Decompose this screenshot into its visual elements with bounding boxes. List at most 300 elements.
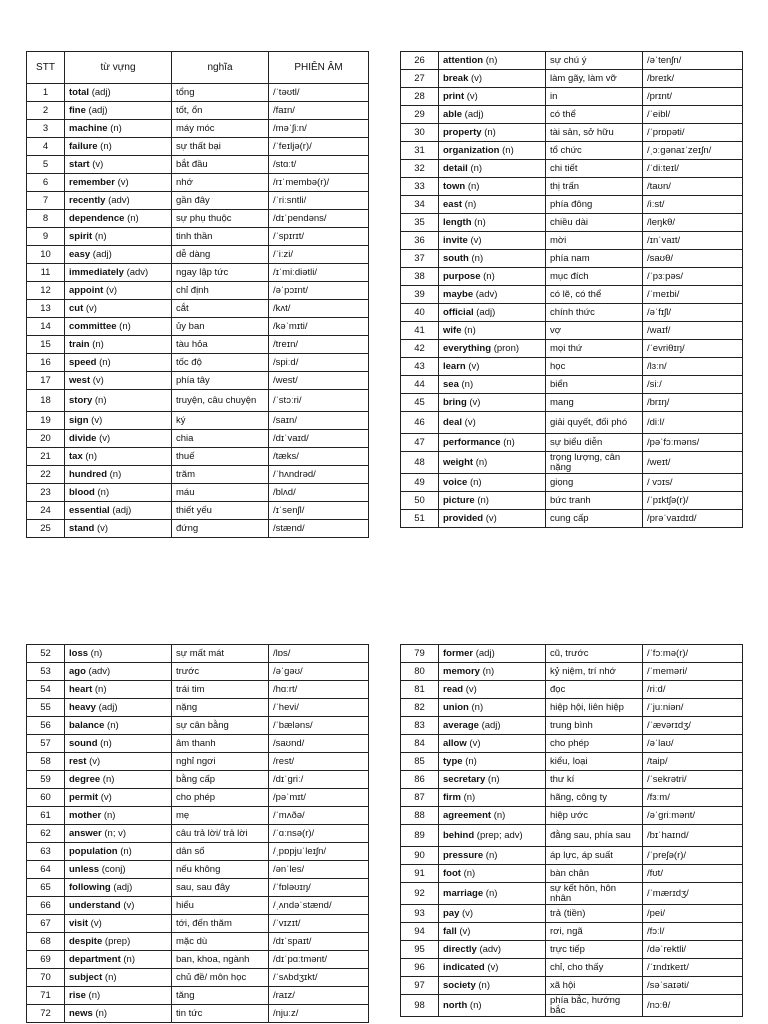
- table-row: [27, 915, 369, 933]
- vocab-table-1: [26, 51, 369, 538]
- meaning-cell: chi tiết: [546, 160, 643, 178]
- row-number: 22: [27, 466, 65, 484]
- row-number: 27: [401, 70, 439, 88]
- word-text: picture: [443, 494, 475, 506]
- ipa-cell: /siː/: [643, 376, 743, 394]
- table-row: [27, 663, 369, 681]
- word-text: allow: [443, 737, 467, 749]
- row-number: 72: [27, 1005, 65, 1023]
- word-text: news: [69, 1007, 93, 1019]
- row-number: 82: [401, 699, 439, 717]
- part-of-speech: (v): [91, 414, 103, 426]
- word-cell: [439, 232, 546, 250]
- table-row: [401, 771, 743, 789]
- row-number: 24: [27, 502, 65, 520]
- table-row: [401, 322, 743, 340]
- word-cell: [65, 228, 172, 246]
- ipa-cell: /bɪˈhaɪnd/: [643, 825, 743, 847]
- word-cell: [65, 84, 172, 102]
- part-of-speech: (v): [99, 432, 111, 444]
- part-of-speech: (adj): [464, 108, 484, 120]
- word-text: attention: [443, 54, 484, 66]
- table-row: [401, 995, 743, 1017]
- part-of-speech: (v): [100, 791, 112, 803]
- ipa-cell: /ˈmeɪbi/: [643, 286, 743, 304]
- ipa-cell: /əˈtenʃn/: [643, 52, 743, 70]
- meaning-cell: trái tim: [172, 681, 269, 699]
- meaning-cell: thư kí: [546, 771, 643, 789]
- word-text: stand: [69, 522, 95, 534]
- part-of-speech: (v): [464, 416, 476, 428]
- meaning-cell: cũ, trước: [546, 645, 643, 663]
- word-cell: [65, 969, 172, 987]
- part-of-speech: (adv): [479, 943, 502, 955]
- meaning-cell: cung cấp: [546, 510, 643, 528]
- table-row: [401, 753, 743, 771]
- table-row: [401, 941, 743, 959]
- meaning-cell: sự mất mát: [172, 645, 269, 663]
- part-of-speech: (adj): [113, 881, 133, 893]
- ipa-cell: /ˈbæləns/: [269, 717, 369, 735]
- header-meaning: nghĩa: [172, 52, 269, 84]
- table-row: [27, 843, 369, 861]
- meaning-cell: đứng: [172, 520, 269, 538]
- word-cell: [65, 663, 172, 681]
- word-text: rest: [69, 755, 87, 767]
- word-cell: [65, 336, 172, 354]
- row-number: 80: [401, 663, 439, 681]
- row-number: 67: [27, 915, 65, 933]
- ipa-cell: /prɪnt/: [643, 88, 743, 106]
- part-of-speech: (n): [464, 198, 477, 210]
- word-cell: [439, 452, 546, 474]
- meaning-cell: chính thức: [546, 304, 643, 322]
- part-of-speech: (adj): [92, 248, 112, 260]
- meaning-cell: tài sản, sở hữu: [546, 124, 643, 142]
- part-of-speech: (n): [95, 1007, 108, 1019]
- ipa-cell: /riːd/: [643, 681, 743, 699]
- part-of-speech: (n): [485, 54, 498, 66]
- word-cell: [439, 923, 546, 941]
- word-text: everything: [443, 342, 492, 354]
- word-text: pressure: [443, 849, 484, 861]
- row-number: 13: [27, 300, 65, 318]
- part-of-speech: (n): [464, 324, 476, 336]
- table-row: [27, 753, 369, 771]
- word-text: average: [443, 719, 479, 731]
- ipa-cell: /fʊt/: [643, 865, 743, 883]
- part-of-speech: (n): [461, 378, 474, 390]
- row-number: 61: [27, 807, 65, 825]
- row-number: 36: [401, 232, 439, 250]
- word-text: committee: [69, 320, 117, 332]
- word-cell: [439, 865, 546, 883]
- word-text: unless: [69, 863, 100, 875]
- word-cell: [439, 214, 546, 232]
- ipa-cell: /fɜːm/: [643, 789, 743, 807]
- meaning-cell: chia: [172, 430, 269, 448]
- row-number: 71: [27, 987, 65, 1005]
- ipa-cell: /ˈɑːnsə(r)/: [269, 825, 369, 843]
- word-text: fall: [443, 925, 457, 937]
- meaning-cell: mục đích: [546, 268, 643, 286]
- ipa-cell: /saʊθ/: [643, 250, 743, 268]
- table-row: [401, 286, 743, 304]
- ipa-cell: /ɪˈsenʃl/: [269, 502, 369, 520]
- word-cell: [65, 987, 172, 1005]
- row-number: 65: [27, 879, 65, 897]
- row-number: 5: [27, 156, 65, 174]
- row-number: 95: [401, 941, 439, 959]
- word-cell: [439, 753, 546, 771]
- table-row: [27, 987, 369, 1005]
- table-row: [27, 84, 369, 102]
- word-cell: [439, 789, 546, 807]
- word-text: south: [443, 252, 469, 264]
- word-cell: [65, 466, 172, 484]
- row-number: 30: [401, 124, 439, 142]
- meaning-cell: thiết yếu: [172, 502, 269, 520]
- word-cell: [65, 448, 172, 466]
- table-row: [401, 923, 743, 941]
- word-cell: [439, 959, 546, 977]
- word-cell: [65, 156, 172, 174]
- meaning-cell: ký: [172, 412, 269, 430]
- meaning-cell: máu: [172, 484, 269, 502]
- table-row: [401, 865, 743, 883]
- table-header-row: [27, 52, 369, 84]
- ipa-cell: /ˈɪndɪkeɪt/: [643, 959, 743, 977]
- word-cell: [65, 174, 172, 192]
- part-of-speech: (n): [99, 356, 111, 368]
- ipa-cell: /breɪk/: [643, 70, 743, 88]
- part-of-speech: (adv): [88, 665, 111, 677]
- row-number: 48: [401, 452, 439, 474]
- word-cell: [439, 492, 546, 510]
- part-of-speech: (pron): [493, 342, 520, 354]
- word-cell: [65, 879, 172, 897]
- meaning-cell: sau, sau đây: [172, 879, 269, 897]
- table-row: [27, 502, 369, 520]
- word-cell: [65, 520, 172, 538]
- word-cell: [439, 681, 546, 699]
- row-number: 88: [401, 807, 439, 825]
- word-cell: [439, 322, 546, 340]
- part-of-speech: (adj): [475, 647, 495, 659]
- meaning-cell: bức tranh: [546, 492, 643, 510]
- meaning-cell: phía đông: [546, 196, 643, 214]
- table-row: [27, 372, 369, 390]
- ipa-cell: /ˌʌndəˈstænd/: [269, 897, 369, 915]
- meaning-cell: mang: [546, 394, 643, 412]
- ipa-cell: /stɑːt/: [269, 156, 369, 174]
- part-of-speech: (n): [127, 212, 139, 224]
- row-number: 70: [27, 969, 65, 987]
- table-row: [27, 210, 369, 228]
- word-text: story: [69, 394, 93, 406]
- ipa-cell: /ˈsekrətri/: [643, 771, 743, 789]
- part-of-speech: (v): [92, 374, 104, 386]
- word-text: bring: [443, 396, 467, 408]
- ipa-cell: /ˈvɪzɪt/: [269, 915, 369, 933]
- word-cell: [65, 354, 172, 372]
- word-cell: [65, 264, 172, 282]
- row-number: 26: [401, 52, 439, 70]
- row-number: 15: [27, 336, 65, 354]
- meaning-cell: trả (tiền): [546, 905, 643, 923]
- table-row: [27, 102, 369, 120]
- word-cell: [439, 434, 546, 452]
- meaning-cell: truyện, câu chuyện: [172, 390, 269, 412]
- part-of-speech: (n): [485, 887, 498, 899]
- ipa-cell: /diːl/: [643, 412, 743, 434]
- row-number: 38: [401, 268, 439, 286]
- meaning-cell: tốt, ổn: [172, 102, 269, 120]
- word-text: hundred: [69, 468, 107, 480]
- word-text: firm: [443, 791, 461, 803]
- row-number: 16: [27, 354, 65, 372]
- meaning-cell: ngay lập tức: [172, 264, 269, 282]
- word-text: invite: [443, 234, 468, 246]
- meaning-cell: thuế: [172, 448, 269, 466]
- row-number: 58: [27, 753, 65, 771]
- meaning-cell: dễ dàng: [172, 246, 269, 264]
- table-row: [401, 825, 743, 847]
- table-row: [27, 645, 369, 663]
- word-text: north: [443, 999, 468, 1011]
- ipa-cell: /ˈhevi/: [269, 699, 369, 717]
- word-cell: [439, 663, 546, 681]
- part-of-speech: (prep; adv): [476, 829, 523, 841]
- row-number: 81: [401, 681, 439, 699]
- row-number: 31: [401, 142, 439, 160]
- word-text: subject: [69, 971, 103, 983]
- word-cell: [439, 286, 546, 304]
- word-cell: [439, 70, 546, 88]
- ipa-cell: /spiːd/: [269, 354, 369, 372]
- meaning-cell: giọng: [546, 474, 643, 492]
- table-row: [401, 142, 743, 160]
- meaning-cell: câu trả lời/ trả lời: [172, 825, 269, 843]
- meaning-cell: tăng: [172, 987, 269, 1005]
- word-text: length: [443, 216, 472, 228]
- word-cell: [65, 771, 172, 789]
- part-of-speech: (n): [485, 849, 498, 861]
- word-cell: [439, 88, 546, 106]
- part-of-speech: (prep): [104, 935, 131, 947]
- row-number: 83: [401, 717, 439, 735]
- meaning-cell: ban, khoa, ngành: [172, 951, 269, 969]
- part-of-speech: (n): [104, 971, 117, 983]
- meaning-cell: tổng: [172, 84, 269, 102]
- part-of-speech: (v): [96, 522, 109, 534]
- part-of-speech: (n): [97, 486, 110, 498]
- word-text: appoint: [69, 284, 104, 296]
- ipa-cell: /pei/: [643, 905, 743, 923]
- part-of-speech: (v): [470, 234, 482, 246]
- row-number: 32: [401, 160, 439, 178]
- part-of-speech: (v): [485, 512, 497, 524]
- part-of-speech: (n): [478, 979, 491, 991]
- word-text: ago: [69, 665, 86, 677]
- word-text: tax: [69, 450, 83, 462]
- word-text: permit: [69, 791, 99, 803]
- word-text: society: [443, 979, 476, 991]
- part-of-speech: (n): [94, 394, 107, 406]
- meaning-cell: rơi, ngã: [546, 923, 643, 941]
- meaning-cell: sự chú ý: [546, 52, 643, 70]
- word-text: degree: [69, 773, 101, 785]
- meaning-cell: giải quyết, đối phó: [546, 412, 643, 434]
- row-number: 45: [401, 394, 439, 412]
- row-number: 9: [27, 228, 65, 246]
- word-cell: [439, 196, 546, 214]
- meaning-cell: trung bình: [546, 717, 643, 735]
- part-of-speech: (n): [100, 140, 112, 152]
- table-row: [401, 905, 743, 923]
- word-cell: [65, 138, 172, 156]
- table-row: [401, 807, 743, 825]
- meaning-cell: tới, đến thăm: [172, 915, 269, 933]
- table-row: [401, 492, 743, 510]
- part-of-speech: (v): [465, 683, 477, 695]
- ipa-cell: /ˈdiːteɪl/: [643, 160, 743, 178]
- part-of-speech: (n): [471, 252, 484, 264]
- table-row: [401, 789, 743, 807]
- meaning-cell: tốc độ: [172, 354, 269, 372]
- word-cell: [65, 246, 172, 264]
- meaning-cell: hiểu: [172, 897, 269, 915]
- word-text: following: [69, 881, 111, 893]
- table-row: [27, 897, 369, 915]
- part-of-speech: (adj): [481, 719, 501, 731]
- word-text: sea: [443, 378, 459, 390]
- word-text: failure: [69, 140, 98, 152]
- meaning-cell: phía tây: [172, 372, 269, 390]
- meaning-cell: trước: [172, 663, 269, 681]
- word-text: type: [443, 755, 463, 767]
- word-text: west: [69, 374, 91, 386]
- ipa-cell: /lɒs/: [269, 645, 369, 663]
- table-row: [401, 304, 743, 322]
- row-number: 97: [401, 977, 439, 995]
- part-of-speech: (v): [90, 917, 102, 929]
- row-number: 28: [401, 88, 439, 106]
- ipa-cell: /ˈstɔːri/: [269, 390, 369, 412]
- meaning-cell: áp lực, áp suất: [546, 847, 643, 865]
- row-number: 39: [401, 286, 439, 304]
- row-number: 54: [27, 681, 65, 699]
- word-cell: [439, 304, 546, 322]
- part-of-speech: (n): [487, 773, 500, 785]
- vocab-table-2: [400, 51, 743, 528]
- part-of-speech: (n): [463, 867, 476, 879]
- ipa-cell: /prəˈvaɪdɪd/: [643, 510, 743, 528]
- table-row: [27, 412, 369, 430]
- word-cell: [65, 502, 172, 520]
- ipa-cell: /ˈfeɪljə(r)/: [269, 138, 369, 156]
- word-text: machine: [69, 122, 108, 134]
- meaning-cell: sự cân bằng: [172, 717, 269, 735]
- row-number: 37: [401, 250, 439, 268]
- table-row: [27, 336, 369, 354]
- word-text: indicated: [443, 961, 485, 973]
- table-row: [401, 452, 743, 474]
- word-cell: [439, 474, 546, 492]
- word-text: loss: [69, 647, 89, 659]
- ipa-cell: /brɪŋ/: [643, 394, 743, 412]
- table-row: [27, 1005, 369, 1023]
- row-number: 62: [27, 825, 65, 843]
- meaning-cell: tổ chức: [546, 142, 643, 160]
- table-row: [401, 717, 743, 735]
- meaning-cell: vợ: [546, 322, 643, 340]
- meaning-cell: sự kết hôn, hôn nhân: [546, 883, 643, 905]
- meaning-cell: bàn chân: [546, 865, 643, 883]
- ipa-cell: /ˈtəʊtl/: [269, 84, 369, 102]
- part-of-speech: (adv): [108, 194, 130, 206]
- meaning-cell: có thể: [546, 106, 643, 124]
- part-of-speech: (v): [487, 961, 499, 973]
- meaning-cell: sự phụ thuộc: [172, 210, 269, 228]
- word-text: department: [69, 953, 121, 965]
- ipa-cell: /əˈpɔɪnt/: [269, 282, 369, 300]
- vocab-table-4: [400, 644, 743, 1017]
- table-row: [401, 977, 743, 995]
- row-number: 57: [27, 735, 65, 753]
- table-row: [27, 246, 369, 264]
- ipa-cell: /pəˈfɔːməns/: [643, 434, 743, 452]
- meaning-cell: ủy ban: [172, 318, 269, 336]
- word-text: recently: [69, 194, 106, 206]
- row-number: 12: [27, 282, 65, 300]
- part-of-speech: (n): [120, 845, 132, 857]
- word-text: foot: [443, 867, 461, 879]
- table-row: [27, 933, 369, 951]
- meaning-cell: mặc dù: [172, 933, 269, 951]
- meaning-cell: bắt đầu: [172, 156, 269, 174]
- ipa-cell: /blʌd/: [269, 484, 369, 502]
- word-cell: [65, 120, 172, 138]
- word-cell: [65, 843, 172, 861]
- ipa-cell: /leŋkθ/: [643, 214, 743, 232]
- ipa-cell: /ˈriːsntli/: [269, 192, 369, 210]
- row-number: 35: [401, 214, 439, 232]
- row-number: 44: [401, 376, 439, 394]
- meaning-cell: đọc: [546, 681, 643, 699]
- vocab-table-3: [26, 644, 369, 1023]
- part-of-speech: (adj): [476, 306, 496, 318]
- table-row: [401, 883, 743, 905]
- ipa-cell: /treɪn/: [269, 336, 369, 354]
- row-number: 7: [27, 192, 65, 210]
- ipa-cell: /ˈfɔːmə(r)/: [643, 645, 743, 663]
- word-text: sign: [69, 414, 89, 426]
- ipa-cell: /saɪn/: [269, 412, 369, 430]
- word-text: train: [69, 338, 90, 350]
- table-row: [27, 120, 369, 138]
- row-number: 3: [27, 120, 65, 138]
- ipa-cell: /ɪnˈvaɪt/: [643, 232, 743, 250]
- table-row: [401, 250, 743, 268]
- row-number: 51: [401, 510, 439, 528]
- table-row: [401, 106, 743, 124]
- part-of-speech: (n): [469, 476, 482, 488]
- table-row: [401, 412, 743, 434]
- table-row: [401, 376, 743, 394]
- row-number: 85: [401, 753, 439, 771]
- ipa-cell: /ˌpɒpjuˈleɪʃn/: [269, 843, 369, 861]
